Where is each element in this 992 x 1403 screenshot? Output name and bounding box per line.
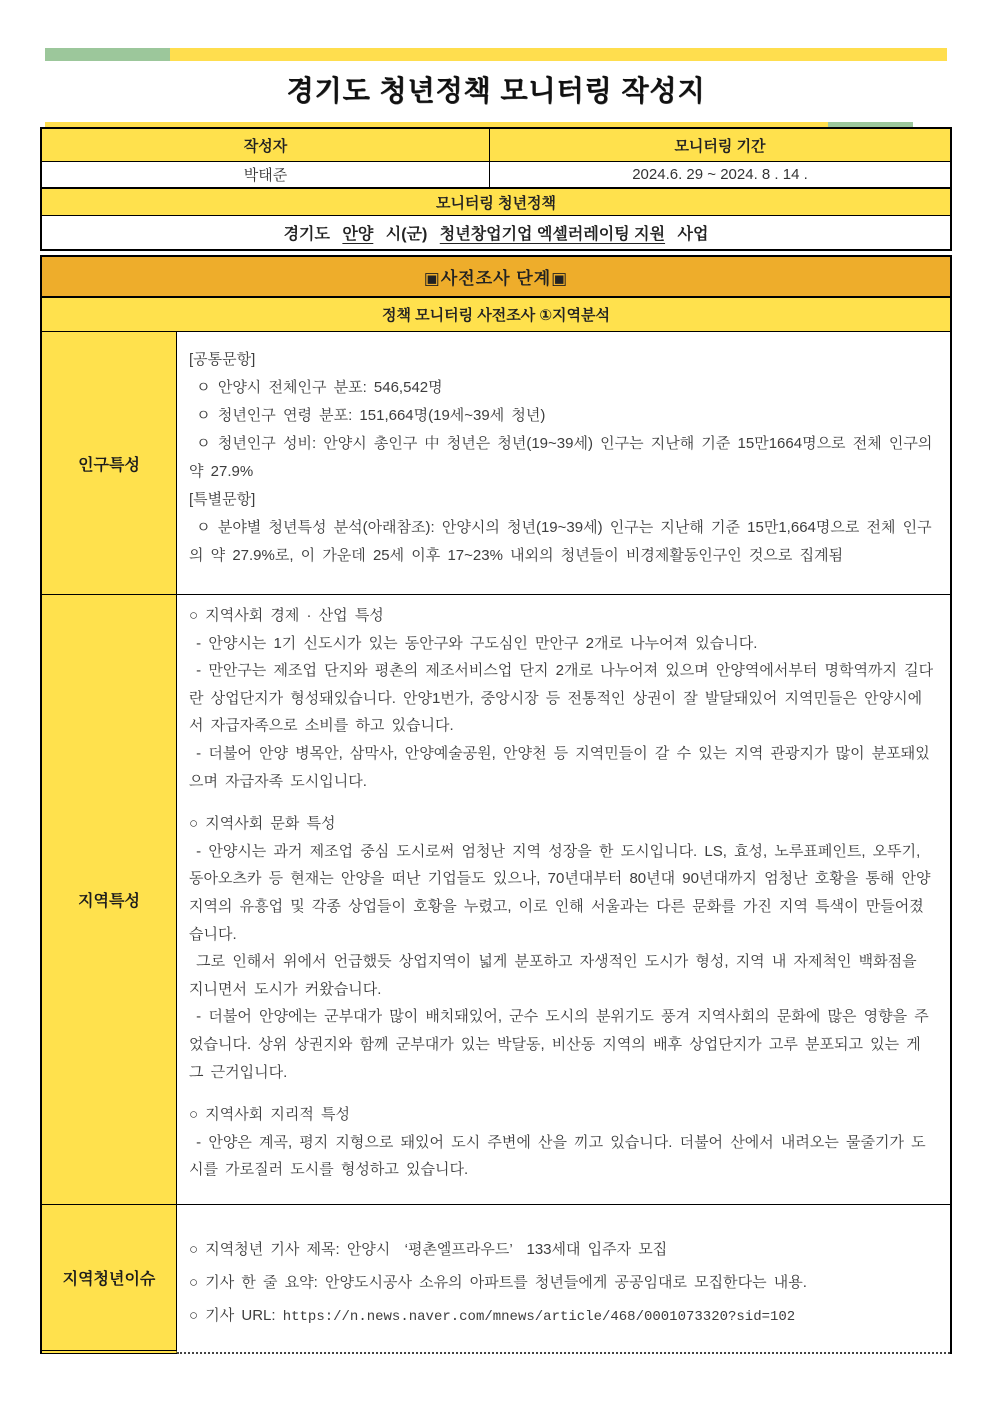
issue-summary-line: ○ 기사 한 줄 요약: 안양도시공사 소유의 아파트를 청년들에게 공공임대로 모집한다는 내용. — [189, 1274, 807, 1291]
population-row — [42, 332, 950, 595]
content-line: ㅇ 청년인구 성비: 안양시 총인구 中 청년은 청년(19~39세) 인구는 지난해 기준 15만1664명으로 전체 인구의 약 27.9% — [189, 435, 940, 480]
info-header-row — [42, 129, 950, 162]
stage-title-cell: ▣사전조사 단계▣ — [42, 257, 950, 298]
page-title: 경기도 청년정책 모니터링 작성지 — [286, 75, 706, 106]
policy-suffix: 사업 — [673, 226, 709, 243]
policy-name: 청년창업기업 엑셀러레이팅 지원 — [439, 226, 666, 243]
issue-row — [42, 1205, 950, 1354]
info-table — [40, 127, 952, 251]
policy-region: 안양 — [342, 226, 374, 243]
population-label-cell: 인구특성 — [42, 332, 177, 595]
policy-header-cell: 모니터링 청년정책 — [42, 189, 950, 216]
content-line — [189, 1086, 936, 1101]
period-value-cell: 2024.6. 29 ~ 2024. 8 . 14 . — [632, 166, 808, 183]
issue-label-cell: 지역청년이슈 — [42, 1205, 177, 1354]
region-row — [42, 595, 950, 1205]
content-line: ㅇ 분야별 청년특성 분석(아래참조): 안양시의 청년(19~39세) 인구는 지난해 기준 15만1,664명으로 전체 인구의 약 27.9%로, 이 가운데 25세 이후 17~23% 내외의 청년들이 비경제활동인구인 것으로 집계됨 — [189, 519, 932, 564]
content-line: [특별문항] — [189, 491, 256, 508]
title-bar-top — [45, 48, 947, 61]
content-line: - 더불어 안양에는 군부대가 많이 배치돼있어, 군수 도시의 분위기도 풍겨 지역사회의 문화에 많은 영향을 주었습니다. 상위 상권지와 함께 군부대가 있는 박달동, 비산동 지역의 배후 상업단지가 고루 분포되고 있는 게 그 근거입니다. — [189, 1008, 929, 1081]
period-header-cell: 모니터링 기간 — [490, 129, 950, 161]
issue-title-line: ○ 지역청년 기사 제목: 안양시 ‘평촌엘프라우드’ 133세대 입주자 모집 — [189, 1241, 668, 1258]
content-line: ○ 지역사회 경제 · 산업 특성 — [189, 607, 384, 624]
region-label-cell: 지역특성 — [42, 595, 177, 1205]
survey-table — [40, 255, 952, 1354]
author-value-cell: 박태준 — [42, 162, 490, 187]
issue-content-cell — [177, 1205, 950, 1354]
stage-subtitle-cell: 정책 모니터링 사전조사 ①지역분석 — [42, 298, 950, 332]
info-value-row — [42, 162, 950, 189]
author-header-cell: 작성자 — [42, 129, 490, 161]
content-line — [189, 795, 936, 810]
content-line: ○ 지역사회 지리적 특성 — [189, 1106, 350, 1124]
content-line: - 안양시는 1기 신도시가 있는 동안구와 구도심인 만안구 2개로 나누어져 있습니다. — [189, 634, 758, 652]
content-line: - 만안구는 제조업 단지와 평촌의 제조서비스업 단지 2개로 나누어져 있으며 안양역에서부터 명학역까지 길다란 상업단지가 형성돼있습니다. 안양1번가, 중앙시장 등 전통적인 상권이 잘 발달돼있어 지역민들은 안양시에서 자급자족으로 소비를 하고 있습니다. — [189, 662, 934, 735]
content-line: - 더불어 안양 병목안, 삼막사, 안양예술공원, 안양천 등 지역민들이 갈 수 있는 지역 관광지가 많이 분포돼있으며 자급자족 도시입니다. — [189, 744, 930, 790]
content-line: 그로 인해서 위에서 언급했듯 상업지역이 넓게 분포하고 자생적인 도시가 형성, 지역 내 자제척인 백화점을 지니면서 도시가 커왔습니다. — [189, 953, 924, 998]
policy-prefix: 경기도 — [283, 226, 335, 243]
region-content-cell — [177, 595, 950, 1205]
issue-url: https://n.news.naver.com/mnews/article/468/0001073320?sid=102 — [282, 1309, 796, 1325]
policy-middle: 시(군) — [381, 226, 432, 243]
yellow-accent-bar — [170, 48, 947, 61]
content-line: [공통문항] — [189, 351, 256, 368]
issue-url-prefix: ○ 기사 URL: — [189, 1307, 283, 1324]
issue-url-line — [189, 1299, 936, 1334]
population-content-cell — [177, 332, 950, 595]
content-line: ㅇ 안양시 전체인구 분포: 546,542명 — [189, 379, 443, 396]
green-accent-bar — [45, 48, 170, 61]
policy-title-cell — [42, 216, 950, 249]
content-line: - 안양시는 과거 제조업 중심 도시로써 엄청난 지역 성장을 한 도시입니다. LS, 효성, 노루표페인트, 오뚜기, 동아오츠카 등 현재는 안양을 떠난 기업들도 있으나, 70년대부터 80년대 90년대까지 엄청난 호황을 통해 안양 지역의 유흥업 및 각종 상업들이 호황을 누렸고, 이로 인해 서울과는 다른 문화를 가진 지역 특색이 만들어졌습니다. — [189, 842, 938, 943]
content-line: ○ 지역사회 문화 특성 — [189, 815, 336, 833]
title-block — [45, 48, 947, 135]
content-line: - 안양은 계곡, 평지 지형으로 돼있어 도시 주변에 산을 끼고 있습니다. 더불어 산에서 내려오는 물줄기가 도시를 가로질러 도시를 형성하고 있습니다. — [189, 1133, 926, 1179]
content-line: ㅇ 청년인구 연령 분포: 151,664명(19세~39세 청년) — [189, 407, 546, 424]
